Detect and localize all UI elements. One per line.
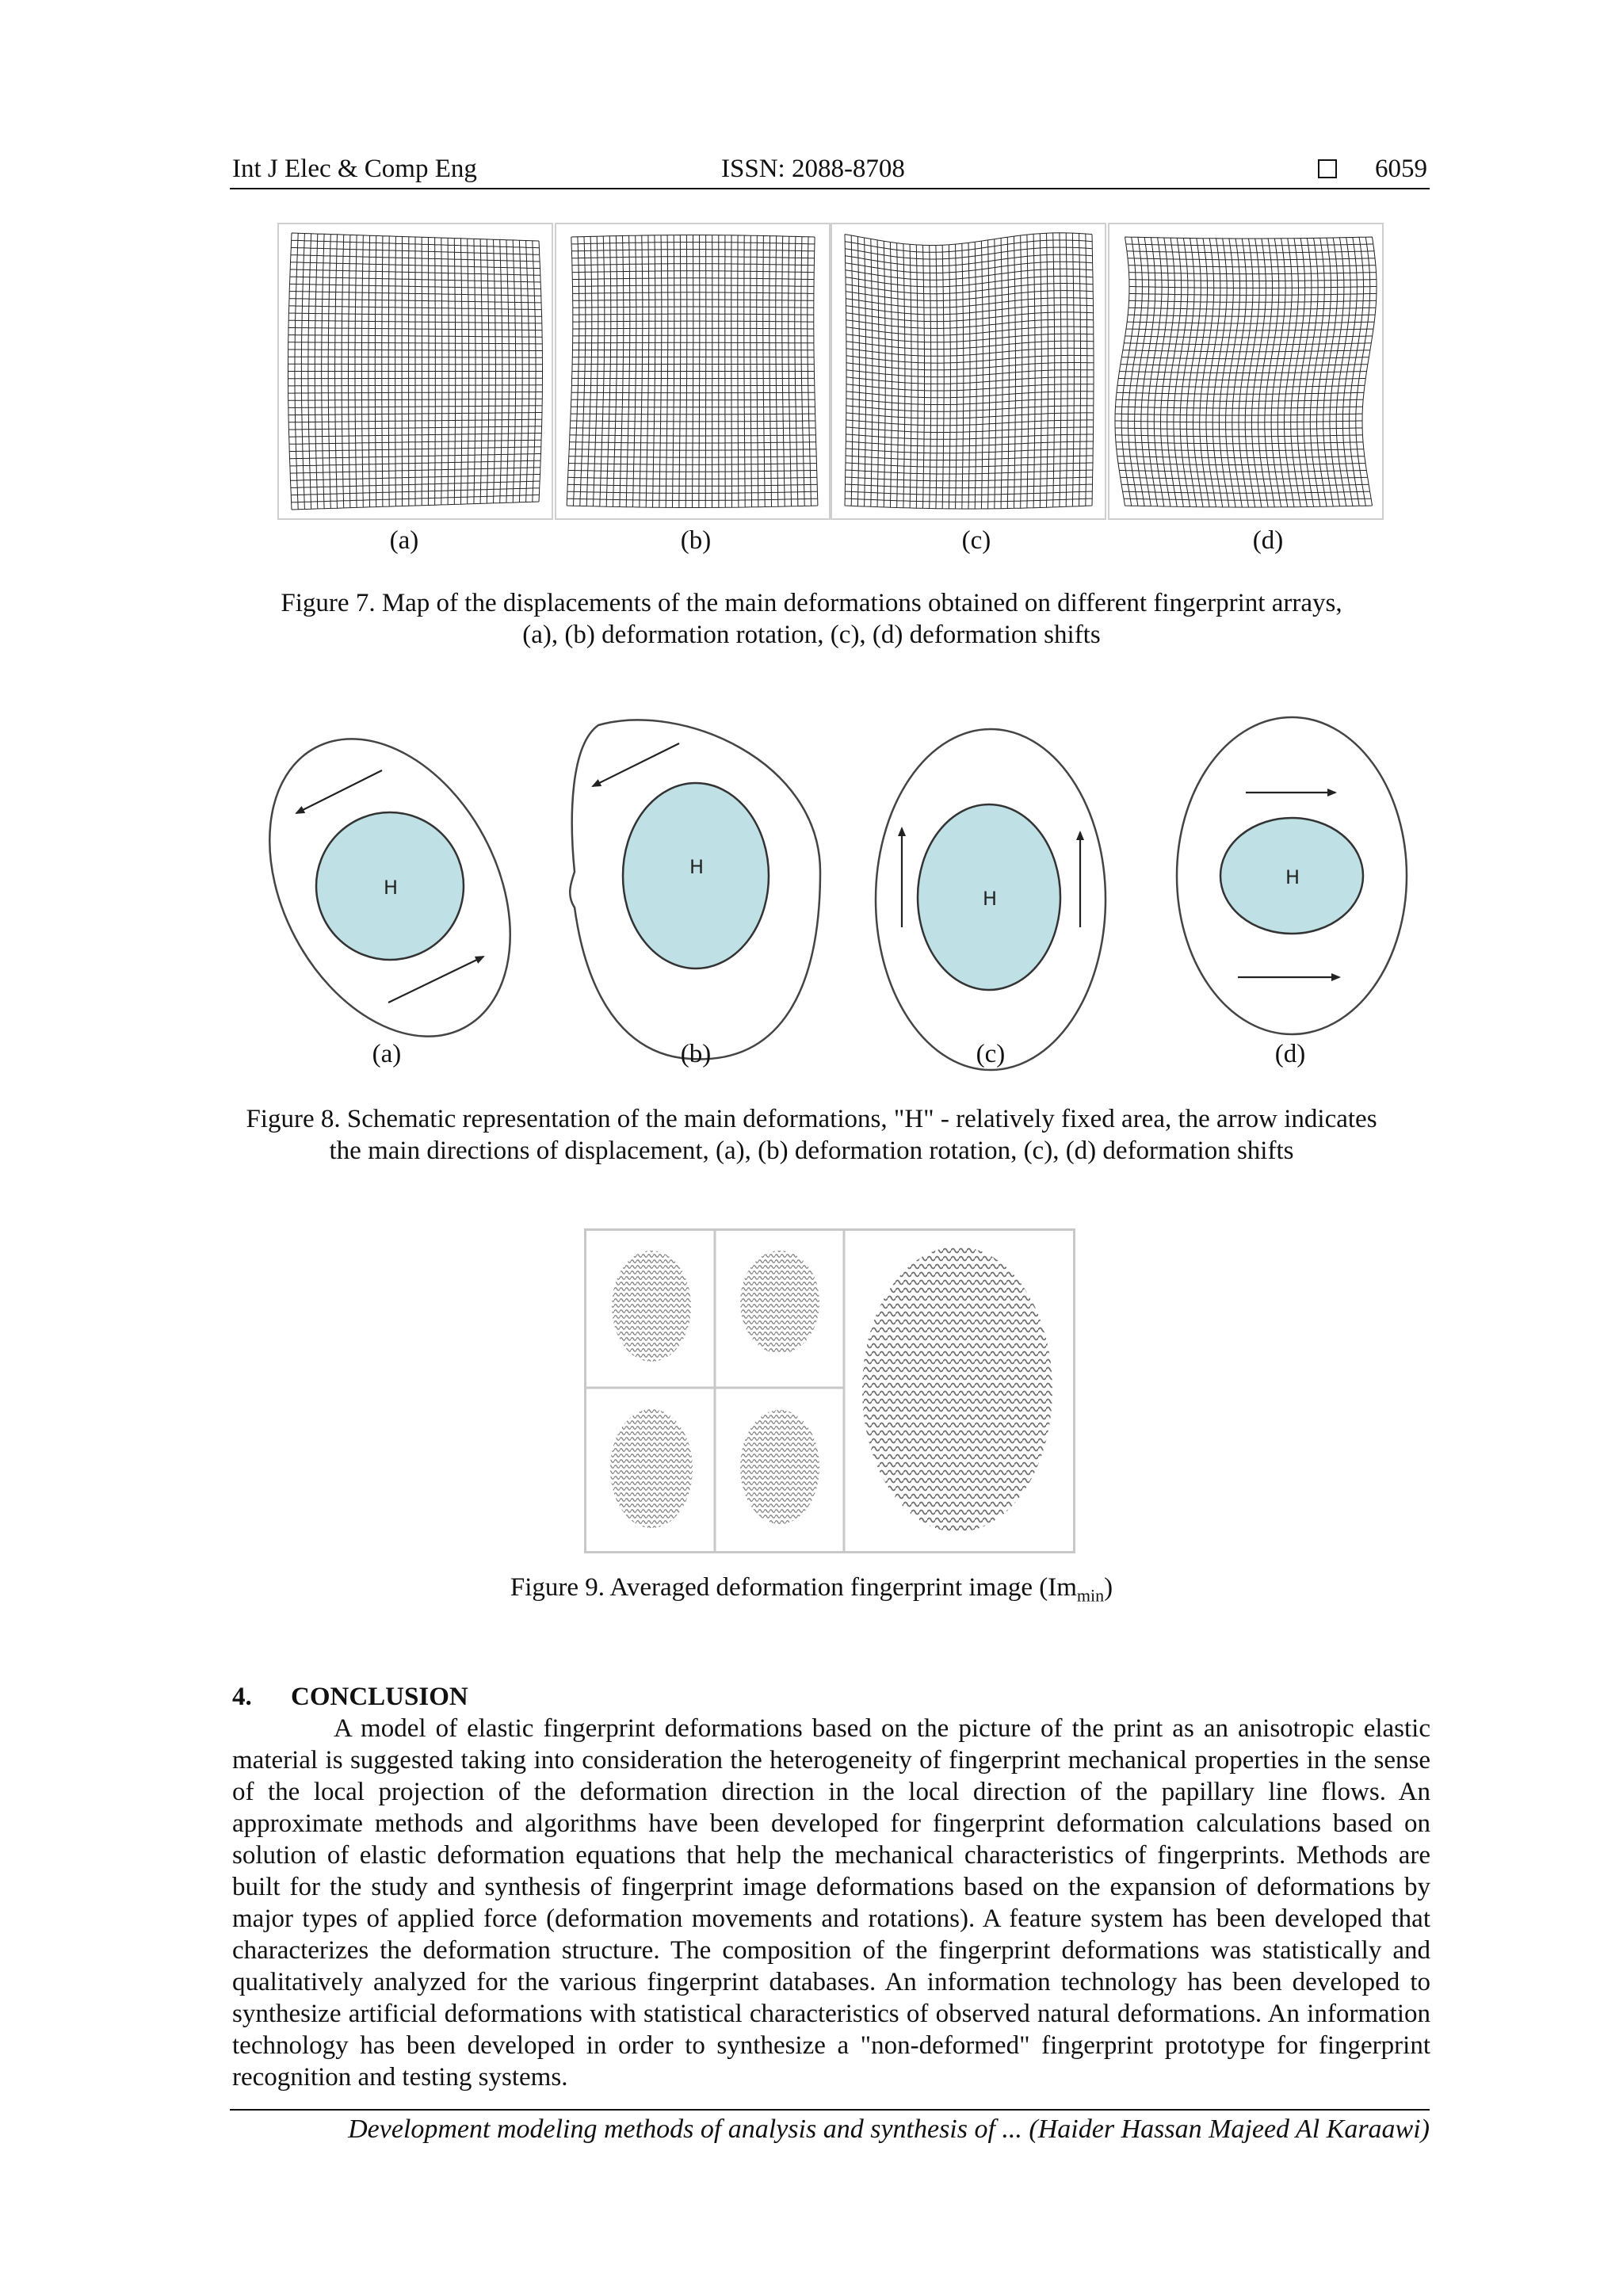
fig7-label-c: (c) bbox=[961, 526, 991, 555]
fig7-label-b: (b) bbox=[680, 526, 712, 555]
h-label-c: H bbox=[983, 888, 998, 910]
fingerprint-image bbox=[586, 1231, 1073, 1551]
grid-image-d bbox=[1109, 224, 1382, 518]
h-label-a: H bbox=[384, 877, 399, 899]
footer-rule bbox=[230, 2109, 1430, 2111]
figure-8-caption bbox=[182, 1103, 1441, 1167]
fig8-caption-line2: the main directions of displacement, (a), (b) deformation rotation, (c), (d) deformation shifts bbox=[329, 1137, 1294, 1165]
fig7-caption-line1: Figure 7. Map of the displacements of the main deformations obtained on different fingerprint arrays, bbox=[281, 589, 1342, 617]
fig7-label-a: (a) bbox=[389, 526, 419, 555]
figure-9-caption: Figure 9. Averaged deformation fingerprint image $(Im_{min})$ bbox=[510, 1573, 1113, 1606]
fig8-label-c: (c) bbox=[976, 1040, 1006, 1068]
fingerprint-thumb-1 bbox=[612, 1251, 691, 1362]
deformation-schematic bbox=[238, 697, 1442, 1078]
fig8-label-d: (d) bbox=[1274, 1040, 1306, 1068]
schematic-c bbox=[876, 729, 1106, 1070]
schematic-b bbox=[570, 720, 820, 1059]
h-label-d: H bbox=[1285, 866, 1300, 888]
schematic-d bbox=[1177, 717, 1407, 1034]
section-number: 4. bbox=[232, 1683, 252, 1711]
header-rule bbox=[230, 188, 1430, 189]
grid-lines bbox=[845, 233, 1094, 509]
fingerprint-thumb-2 bbox=[740, 1251, 819, 1354]
fingerprint-thumb-3 bbox=[610, 1409, 693, 1528]
fig7-caption-line2: (a), (b) deformation rotation, (c), (d) deformation shifts bbox=[522, 621, 1101, 649]
section-title: CONCLUSION bbox=[291, 1683, 468, 1711]
fingerprint-thumb-4 bbox=[740, 1410, 819, 1524]
grid-lines bbox=[288, 233, 543, 510]
grid-image-c bbox=[832, 224, 1105, 518]
deformation-grid-b bbox=[555, 223, 831, 520]
page-number: 6059 bbox=[1375, 155, 1427, 183]
grid-lines bbox=[567, 235, 818, 508]
fig8-caption-line1: Figure 8. Schematic representation of the main deformations, "H" - relatively fixed area, the arrow indicates bbox=[246, 1105, 1377, 1133]
h-label-b: H bbox=[689, 856, 705, 878]
grid-image-b bbox=[556, 224, 829, 518]
square-bullet-icon bbox=[1318, 159, 1337, 178]
issn: ISSN: 2088-8708 bbox=[721, 155, 905, 183]
grid-image-a bbox=[279, 224, 552, 518]
deformation-grid-d bbox=[1108, 223, 1384, 520]
grid-lines bbox=[1115, 237, 1377, 507]
running-footer: Development modeling methods of analysis and synthesis of ... (Haider Hassan Majeed Al Karaawi) bbox=[348, 2115, 1430, 2144]
fig8-label-a: (a) bbox=[372, 1040, 402, 1068]
arrow-icon bbox=[388, 957, 483, 1003]
deformation-grid-a bbox=[277, 223, 553, 520]
conclusion-paragraph: A model of elastic fingerprint deformations based on the picture of the print as an anisotropic elastic material is suggested taking into consideration the heterogeneity of fingerprint mechanical properties in the sense of the local projection of the deformation direction in the local direction of the papillary line flows. An approximate methods and algorithms have been developed for fingerprint deformation calculations based on solution of elastic deformation equations that help the mechanical characteristics of fingerprints. Methods are built for the study and synthesis of fingerprint image deformations based on the expansion of deformations by major types of applied force (deformation movements and rotations). A feature system has been developed that characterizes the deformation structure. The composition of the fingerprint deformations was statistically and qualitatively analyzed for the various fingerprint databases. An information technology has been developed to synthesize artificial deformations with statistical characteristics of observed natural deformations. An information technology has been developed in order to synthesize a "non-deformed" fingerprint prototype for fingerprint recognition and testing systems. bbox=[232, 1714, 1430, 2092]
journal-name: Int J Elec & Comp Eng bbox=[232, 155, 477, 183]
fingerprint-figure bbox=[584, 1228, 1075, 1553]
fig8-label-b: (b) bbox=[680, 1040, 712, 1068]
schematic-a bbox=[238, 697, 559, 1078]
figure-7-caption bbox=[182, 587, 1441, 651]
arrow-icon bbox=[593, 743, 679, 786]
arrow-icon bbox=[296, 770, 382, 813]
fingerprint-averaged bbox=[862, 1247, 1052, 1532]
deformation-grid-c bbox=[831, 223, 1106, 520]
fig7-label-d: (d) bbox=[1252, 526, 1284, 555]
